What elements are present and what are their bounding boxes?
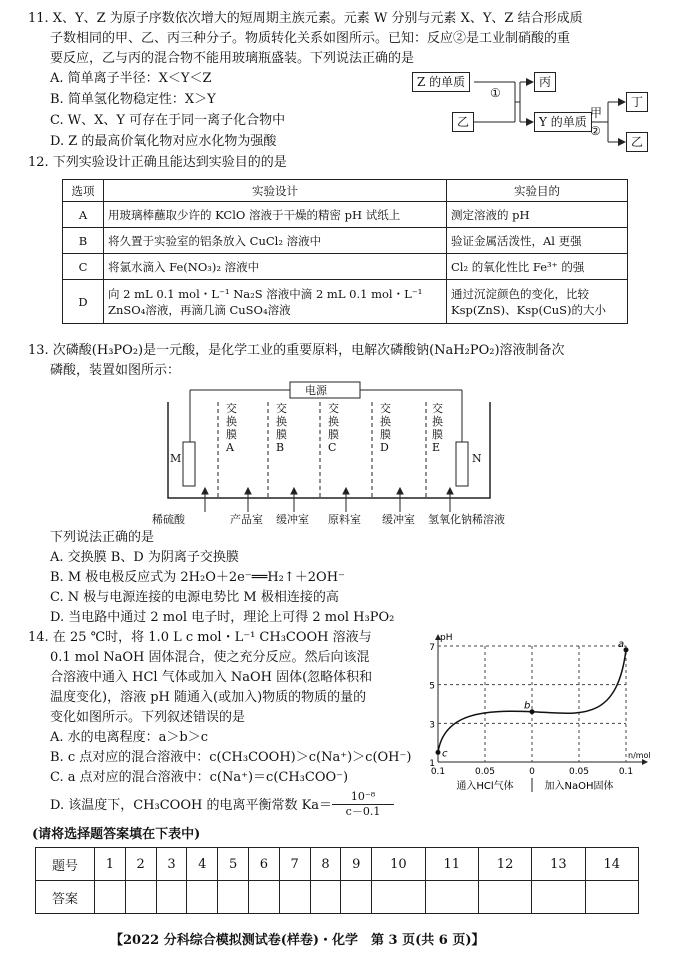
q13-stem-2: 磷酸，装置如图所示： — [50, 363, 181, 378]
q14-stem-4: 温度变化)，溶液 pH 随通入(或加入)物质的物质的量的 — [50, 690, 367, 705]
number-cell: 5 — [218, 848, 249, 881]
number-cell: 2 — [125, 848, 156, 881]
number-cell: 4 — [187, 848, 218, 881]
row-b-purpose: 验证金属活泼性，Al 更强 — [447, 228, 628, 254]
answer-cell[interactable] — [341, 881, 372, 914]
q12-stem: 12. 下列实验设计正确且能达到实验目的的是 — [28, 155, 287, 170]
q13-stem-1: 13. 次磷酸(H₃PO₂)是一元酸，是化学工业的重要原料，电解次磷酸钠(NaH₂PO₂)溶液制备次 — [28, 343, 565, 358]
answer-cell[interactable] — [156, 881, 187, 914]
bing-box: 丙 — [534, 72, 556, 92]
header-design: 实验设计 — [104, 180, 447, 202]
number-cell: 6 — [248, 848, 279, 881]
answer-cell[interactable] — [310, 881, 341, 914]
answer-cell[interactable] — [218, 881, 249, 914]
point-c — [436, 750, 441, 755]
z-single-box: Z 的单质 — [412, 72, 470, 92]
q14-stem-3: 合溶液中通入 HCl 气体或加入 NaOH 固体(忽略体积和 — [50, 670, 373, 685]
chamber-buffer-1: 缓冲室 — [276, 513, 309, 526]
q11-stem-2: 子数相同的甲、乙、丙三种分子。物质转化关系如图所示。已知：反应②是工业制硝酸的重 — [50, 31, 571, 46]
table-row — [63, 254, 628, 280]
number-cell: 3 — [156, 848, 187, 881]
number-cell: 11 — [425, 848, 478, 881]
y-axis-label: pH — [440, 633, 453, 643]
answer-header: 答案 — [36, 881, 95, 914]
row-c-design: 将氯水滴入 Fe(NO₃)₂ 溶液中 — [104, 254, 447, 280]
x-tick-label: 0 — [529, 767, 535, 777]
x-tick-label: 0.1 — [618, 767, 634, 777]
chamber-raw-material: 原料室 — [328, 513, 361, 526]
answer-cell[interactable] — [478, 881, 531, 914]
chamber-dilute-h2so4: 稀硫酸 — [152, 513, 185, 526]
answer-note: (请将选择题答案填在下表中) — [32, 827, 201, 842]
ka-numerator: 10⁻⁸ — [350, 790, 376, 803]
chamber-product: 产品室 — [230, 513, 263, 526]
jia-label: 甲 — [590, 106, 603, 120]
y-tick-label: 1 — [429, 759, 435, 769]
header-purpose: 实验目的 — [447, 180, 628, 202]
q13-option-d: D. 当电路中通过 2 mol 电子时，理论上可得 2 mol H₃PO₂ — [50, 610, 395, 625]
electrode-m-label: M — [170, 452, 182, 465]
number-cell: 7 — [279, 848, 310, 881]
table-row — [63, 202, 628, 228]
ka-denominator: c－0.1 — [332, 804, 394, 819]
row-b-design: 将久置于实验室的铝条放入 CuCl₂ 溶液中 — [104, 228, 447, 254]
table-row — [63, 280, 628, 324]
q14-option-c: C. a 点对应的混合溶液中：c(Na⁺)＝c(CH₃COO⁻) — [50, 770, 349, 785]
answer-row — [36, 881, 639, 914]
row-c-option: C — [63, 254, 104, 280]
region-label-hcl: 通入HCl气体 — [456, 781, 514, 792]
membrane-d: 交换膜D — [380, 402, 391, 454]
q14-option-b: B. c 点对应的混合溶液中：c(CH₃COOH)＞c(Na⁺)＞c(OH⁻) — [50, 750, 412, 765]
number-cell: 10 — [372, 848, 425, 881]
membrane-b: 交换膜B — [276, 402, 287, 454]
electrode-n-label: N — [472, 452, 482, 465]
number-header: 题号 — [36, 848, 95, 881]
number-row — [36, 848, 639, 881]
row-b-option: B — [63, 228, 104, 254]
point-label-a: a — [618, 638, 625, 650]
q14-stem-5: 变化如图所示。下列叙述错误的是 — [50, 710, 246, 725]
x-axis-label: n/mol — [628, 751, 651, 760]
q11-flow-diagram — [400, 68, 670, 158]
answer-cell[interactable] — [279, 881, 310, 914]
q12-experiment-table — [62, 179, 628, 324]
membrane-e: 交换膜E — [432, 402, 443, 454]
header-option: 选项 — [63, 180, 104, 202]
electrolysis-apparatus — [152, 380, 505, 526]
ding-box: 丁 — [626, 92, 648, 112]
q11-stem-1: 11. X、Y、Z 为原子序数依次增大的短周期主族元素。元素 W 分别与元素 X、Y、Z 结合形成质 — [28, 11, 583, 26]
point-label-b: b — [524, 700, 531, 712]
reaction-1-label: ① — [490, 86, 501, 100]
row-d-design: 向 2 mL 0.1 mol・L⁻¹ Na₂S 溶液中滴 2 mL 0.1 mol・L⁻¹ ZnSO₄溶液，再滴几滴 CuSO₄溶液 — [104, 280, 447, 324]
q13-option-b: B. M 极电极反应式为 2H₂O＋2e⁻══H₂↑＋2OH⁻ — [50, 570, 345, 585]
q11-option-d: D. Z 的最高价氧化物对应水化物为强酸 — [50, 134, 277, 149]
ka-fraction — [332, 790, 394, 819]
page-footer: 【2022 分科综合模拟测试卷(样卷)・化学 第 3 页(共 6 页)】 — [110, 933, 485, 948]
row-a-purpose: 测定溶液的 pH — [447, 202, 628, 228]
number-cell: 8 — [310, 848, 341, 881]
y-tick-label: 3 — [429, 720, 435, 731]
power-source-label: 电源 — [305, 384, 327, 397]
answer-cell[interactable] — [372, 881, 425, 914]
answer-cell[interactable] — [248, 881, 279, 914]
x-tick-label: 0.1 — [430, 767, 446, 777]
q11-stem-3: 要反应，乙与丙的混合物不能用玻璃瓶盛装。下列说法正确的是 — [50, 51, 415, 66]
point-label-c: c — [442, 748, 448, 760]
y-single-box: Y 的单质 — [534, 112, 592, 132]
number-cell: 1 — [95, 848, 126, 881]
number-cell: 9 — [341, 848, 372, 881]
q13-option-a: A. 交换膜 B、D 为阴离子交换膜 — [50, 550, 239, 565]
answer-cell[interactable] — [95, 881, 126, 914]
answer-cell[interactable] — [125, 881, 156, 914]
point-a — [624, 647, 629, 652]
y-tick-label: 7 — [429, 643, 435, 653]
q13-option-c: C. N 极与电源连接的电源电势比 M 极相连接的高 — [50, 590, 339, 605]
q14-stem-1: 14. 在 25 ℃时，将 1.0 L c mol・L⁻¹ CH₃COOH 溶液与 — [28, 630, 372, 645]
row-a-option: A — [63, 202, 104, 228]
yi-box: 乙 — [452, 112, 474, 132]
q11-option-b: B. 简单氢化物稳定性：X＞Y — [50, 92, 216, 107]
ph-chart — [430, 632, 662, 794]
q14-stem-2: 0.1 mol NaOH 固体混合，使之充分反应。然后向该混 — [50, 650, 370, 665]
row-d-option: D — [63, 280, 104, 324]
table-row — [63, 228, 628, 254]
membrane-c: 交换膜C — [328, 402, 339, 454]
region-label-naoh: 加入NaOH固体 — [544, 781, 614, 792]
row-d-purpose: 通过沉淀颜色的变化，比较 Ksp(ZnS)、Ksp(CuS)的大小 — [447, 280, 628, 324]
table-header-row — [63, 180, 628, 202]
number-cell: 13 — [532, 848, 585, 881]
answer-cell[interactable] — [532, 881, 585, 914]
x-tick-label: 0.05 — [474, 767, 496, 777]
answer-cell[interactable] — [585, 881, 638, 914]
q14-option-a: A. 水的电离程度：a＞b＞c — [50, 730, 209, 745]
y-tick-label: 5 — [429, 681, 435, 692]
q14-option-d: D. 该温度下，CH₃COOH 的电离平衡常数 Ka＝ — [50, 798, 333, 813]
chamber-naoh-dilute: 氢氧化钠稀溶液 — [428, 513, 505, 526]
answer-table — [35, 847, 639, 914]
row-a-design: 用玻璃棒蘸取少许的 KClO 溶液于干燥的精密 pH 试纸上 — [104, 202, 447, 228]
answer-cell[interactable] — [425, 881, 478, 914]
yi2-box: 乙 — [626, 132, 648, 152]
number-cell: 14 — [585, 848, 638, 881]
reaction-2-label: ② — [590, 124, 601, 138]
x-tick-label: 0.05 — [568, 767, 590, 777]
q11-option-c: C. W、X、Y 可存在于同一离子化合物中 — [50, 113, 286, 128]
row-c-purpose: Cl₂ 的氧化性比 Fe³⁺ 的强 — [447, 254, 628, 280]
membrane-a: 交换膜A — [226, 402, 237, 454]
q13-prompt: 下列说法正确的是 — [50, 530, 155, 545]
answer-cell[interactable] — [187, 881, 218, 914]
chamber-buffer-2: 缓冲室 — [382, 513, 415, 526]
q11-option-a: A. 简单离子半径：X＜Y＜Z — [50, 71, 212, 86]
number-cell: 12 — [478, 848, 531, 881]
